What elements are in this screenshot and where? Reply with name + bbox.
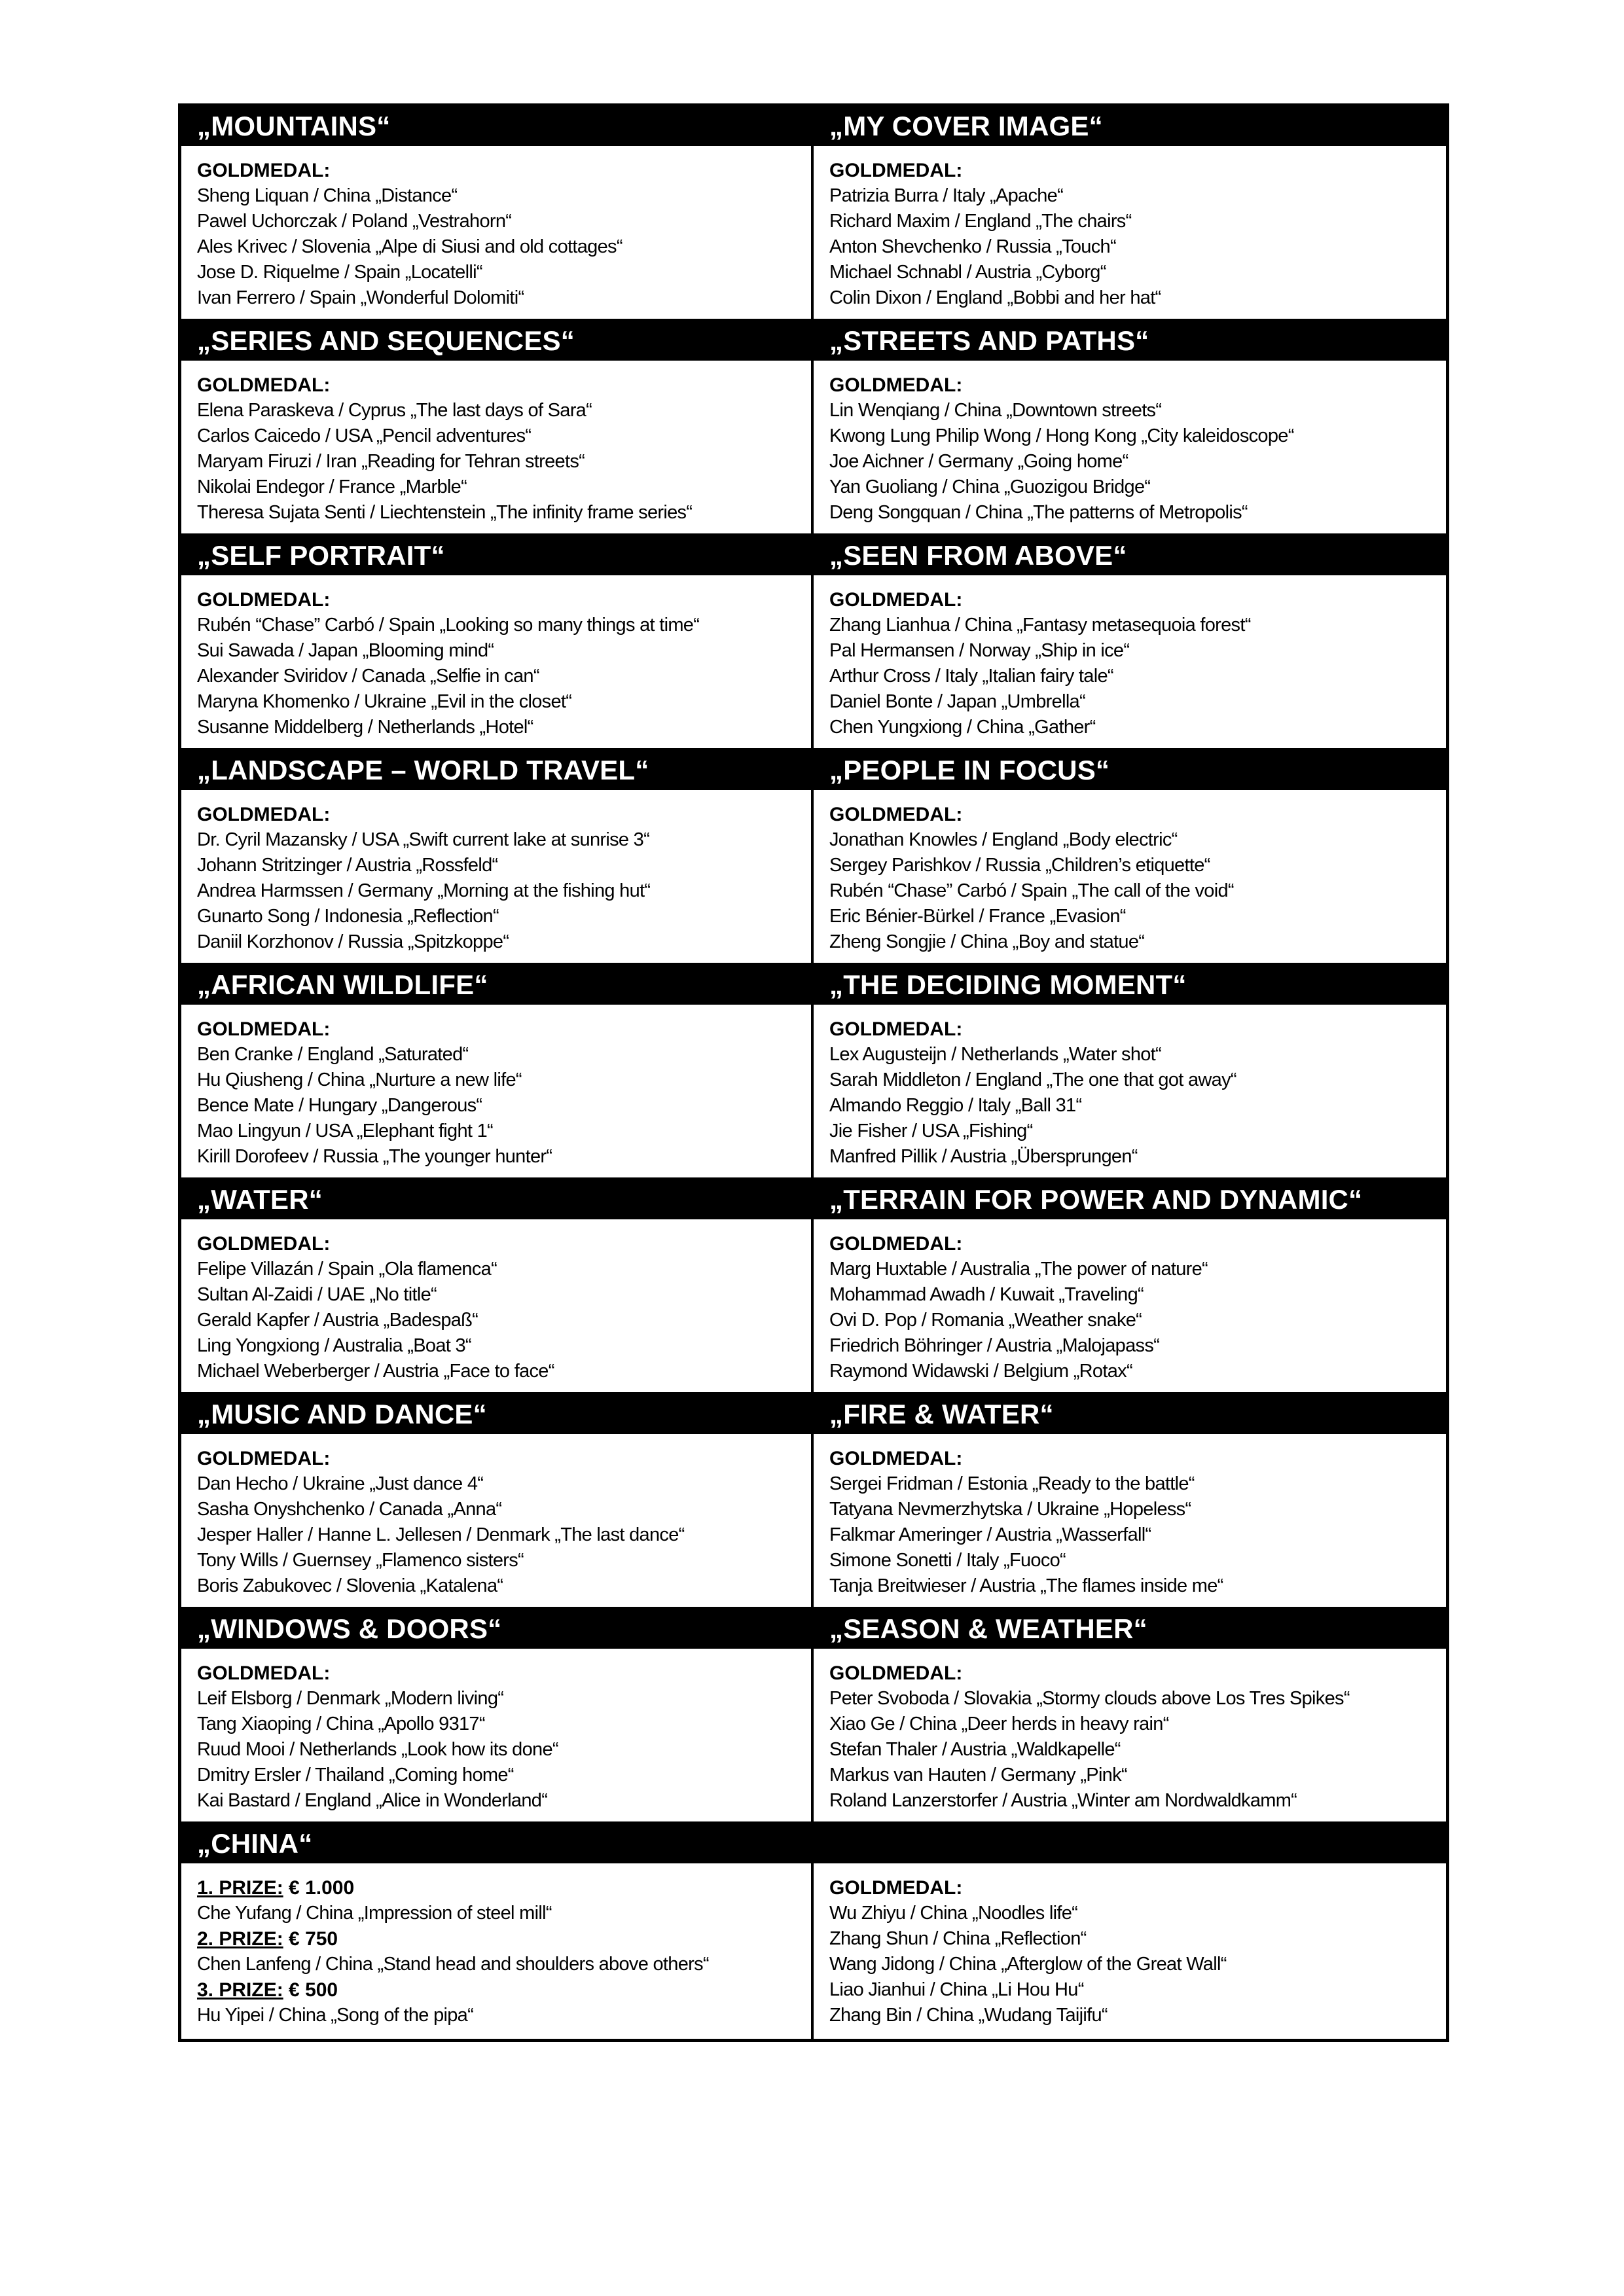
award-entry: Xiao Ge / China „Deer herds in heavy rain“ bbox=[829, 1713, 1169, 1734]
award-entry: Mohammad Awadh / Kuwait „Traveling“ bbox=[829, 1284, 1144, 1305]
award-entry: Falkmar Ameringer / Austria „Wasserfall“ bbox=[829, 1524, 1151, 1545]
award-entry: Manfred Pillik / Austria „Übersprungen“ bbox=[829, 1146, 1138, 1167]
award-entry: Felipe Villazán / Spain „Ola flamenca“ bbox=[197, 1259, 497, 1280]
award-entry: Roland Lanzerstorfer / Austria „Winter am Nordwaldkamm“ bbox=[829, 1790, 1297, 1811]
award-entry: Friedrich Böhringer / Austria „Malojapass“ bbox=[829, 1335, 1160, 1356]
prize-heading bbox=[197, 1926, 811, 1952]
award-entry: Rubén “Chase” Carbó / Spain „The call of the void“ bbox=[829, 880, 1234, 901]
goldmedal-label: GOLDMEDAL: bbox=[829, 589, 963, 611]
award-entry: Alexander Sviridov / Canada „Selfie in can“ bbox=[197, 666, 539, 687]
award-entry: Richard Maxim / England „The chairs“ bbox=[829, 211, 1132, 232]
category-title: „SERIES AND SEQUENCES“ bbox=[181, 321, 811, 361]
category-cell-self-portrait bbox=[181, 536, 814, 751]
award-entry: Rubén “Chase” Carbó / Spain „Looking so many things at time“ bbox=[197, 615, 700, 636]
award-entry: Jesper Haller / Hanne L. Jellesen / Denmark „The last dance“ bbox=[197, 1524, 685, 1545]
goldmedal-label: GOLDMEDAL: bbox=[197, 589, 331, 611]
prize-label: 1. PRIZE: bbox=[197, 1877, 283, 1899]
category-title bbox=[814, 1824, 1446, 1863]
category-cell-windows-and-doors bbox=[181, 1609, 814, 1824]
prize-winner: Chen Lanfeng / China „Stand head and shoulders above others“ bbox=[197, 1954, 709, 1975]
award-entry: Raymond Widawski / Belgium „Rotax“ bbox=[829, 1361, 1132, 1382]
award-entry: Daniel Bonte / Japan „Umbrella“ bbox=[829, 691, 1085, 712]
category-cell-fire-and-water bbox=[814, 1395, 1446, 1609]
category-cell-my-cover-image bbox=[814, 107, 1446, 321]
award-entry: Markus van Hauten / Germany „Pink“ bbox=[829, 1765, 1127, 1785]
award-entry: Zhang Bin / China „Wudang Taijifu“ bbox=[829, 2005, 1108, 2026]
award-entry: Andrea Harmssen / Germany „Morning at the fishing hut“ bbox=[197, 880, 651, 901]
category-cell-streets-and-paths bbox=[814, 321, 1446, 536]
award-entry: Boris Zabukovec / Slovenia „Katalena“ bbox=[197, 1575, 503, 1596]
goldmedal-label: GOLDMEDAL: bbox=[829, 1233, 963, 1255]
goldmedal-label: GOLDMEDAL: bbox=[829, 1662, 963, 1684]
category-title: „MUSIC AND DANCE“ bbox=[181, 1395, 811, 1434]
category-cell-landscape-world-travel bbox=[181, 751, 814, 965]
award-entry: Hu Qiusheng / China „Nurture a new life“ bbox=[197, 1069, 522, 1090]
category-cell-season-and-weather bbox=[814, 1609, 1446, 1824]
category-title: „WINDOWS & DOORS“ bbox=[181, 1609, 811, 1649]
award-entry: Ling Yongxiong / Australia „Boat 3“ bbox=[197, 1335, 471, 1356]
award-entry: Yan Guoliang / China „Guozigou Bridge“ bbox=[829, 476, 1151, 497]
category-cell-the-deciding-moment bbox=[814, 965, 1446, 1180]
award-entry: Almando Reggio / Italy „Ball 31“ bbox=[829, 1095, 1082, 1116]
category-cell-seen-from-above bbox=[814, 536, 1446, 751]
prize-winner: Hu Yipei / China „Song of the pipa“ bbox=[197, 2005, 474, 2026]
award-entry: Sultan Al-Zaidi / UAE „No title“ bbox=[197, 1284, 437, 1305]
category-cell-water bbox=[181, 1180, 814, 1395]
award-entry: Patrizia Burra / Italy „Apache“ bbox=[829, 185, 1064, 206]
award-entry: Zhang Lianhua / China „Fantasy metasequoia forest“ bbox=[829, 615, 1251, 636]
award-entry: Daniil Korzhonov / Russia „Spitzkoppe“ bbox=[197, 931, 509, 952]
category-cell-series-and-sequences bbox=[181, 321, 814, 536]
goldmedal-label: GOLDMEDAL: bbox=[197, 374, 331, 396]
award-entry: Chen Yungxiong / China „Gather“ bbox=[829, 717, 1096, 738]
award-entry: Zhang Shun / China „Reflection“ bbox=[829, 1928, 1087, 1949]
prize-amount: € 500 bbox=[289, 1979, 338, 2001]
award-entry: Peter Svoboda / Slovakia „Stormy clouds above Los Tres Spikes“ bbox=[829, 1688, 1350, 1709]
award-entry: Pawel Uchorczak / Poland „Vestrahorn“ bbox=[197, 211, 512, 232]
award-entry: Marg Huxtable / Australia „The power of nature“ bbox=[829, 1259, 1208, 1280]
award-entry: Michael Weberberger / Austria „Face to face“ bbox=[197, 1361, 554, 1382]
prize-winner: Che Yufang / China „Impression of steel mill“ bbox=[197, 1903, 552, 1924]
award-entry: Stefan Thaler / Austria „Waldkapelle“ bbox=[829, 1739, 1121, 1760]
category-title: „FIRE & WATER“ bbox=[814, 1395, 1446, 1434]
award-entry: Sarah Middleton / England „The one that got away“ bbox=[829, 1069, 1236, 1090]
category-cell-african-wildlife bbox=[181, 965, 814, 1180]
award-entry: Tang Xiaoping / China „Apollo 9317“ bbox=[197, 1713, 485, 1734]
award-entry: Eric Bénier-Bürkel / France „Evasion“ bbox=[829, 906, 1126, 927]
award-entry: Joe Aichner / Germany „Going home“ bbox=[829, 451, 1128, 472]
goldmedal-label: GOLDMEDAL: bbox=[197, 1233, 331, 1255]
category-title: „THE DECIDING MOMENT“ bbox=[814, 965, 1446, 1005]
award-entry: Sergei Fridman / Estonia „Ready to the battle“ bbox=[829, 1473, 1195, 1494]
award-entry: Ben Cranke / England „Saturated“ bbox=[197, 1044, 469, 1065]
prize-label: 2. PRIZE: bbox=[197, 1928, 283, 1950]
award-entry: Lex Augusteijn / Netherlands „Water shot“ bbox=[829, 1044, 1161, 1065]
award-entry: Elena Paraskeva / Cyprus „The last days of Sara“ bbox=[197, 400, 592, 421]
prize-amount: € 1.000 bbox=[289, 1877, 355, 1899]
goldmedal-label: GOLDMEDAL: bbox=[829, 1018, 963, 1040]
award-entry: Ovi D. Pop / Romania „Weather snake“ bbox=[829, 1310, 1142, 1331]
award-entry: Kwong Lung Philip Wong / Hong Kong „City kaleidoscope“ bbox=[829, 425, 1294, 446]
prize-heading bbox=[197, 1977, 811, 2003]
award-entry: Pal Hermansen / Norway „Ship in ice“ bbox=[829, 640, 1130, 661]
category-title: „SEASON & WEATHER“ bbox=[814, 1609, 1446, 1649]
award-entry: Ivan Ferrero / Spain „Wonderful Dolomiti“ bbox=[197, 287, 524, 308]
award-entry: Leif Elsborg / Denmark „Modern living“ bbox=[197, 1688, 504, 1709]
award-entry: Zheng Songjie / China „Boy and statue“ bbox=[829, 931, 1145, 952]
goldmedal-label: GOLDMEDAL: bbox=[829, 1448, 963, 1469]
goldmedal-label: GOLDMEDAL: bbox=[197, 1662, 331, 1684]
category-title: „SEEN FROM ABOVE“ bbox=[814, 536, 1446, 575]
category-cell-china-prizes bbox=[181, 1824, 814, 2039]
award-entry: Arthur Cross / Italy „Italian fairy tale“ bbox=[829, 666, 1113, 687]
award-entry: Mao Lingyun / USA „Elephant fight 1“ bbox=[197, 1121, 493, 1141]
award-entry: Gerald Kapfer / Austria „Badespaß“ bbox=[197, 1310, 478, 1331]
prize-amount: € 750 bbox=[289, 1928, 338, 1950]
prize-heading bbox=[197, 1875, 811, 1901]
category-title: „LANDSCAPE – WORLD TRAVEL“ bbox=[181, 751, 811, 790]
category-title: „WATER“ bbox=[181, 1180, 811, 1219]
goldmedal-label: GOLDMEDAL: bbox=[197, 804, 331, 825]
awards-table bbox=[178, 103, 1449, 2042]
goldmedal-label: GOLDMEDAL: bbox=[197, 160, 331, 181]
award-entry: Carlos Caicedo / USA „Pencil adventures“ bbox=[197, 425, 532, 446]
award-entry: Michael Schnabl / Austria „Cyborg“ bbox=[829, 262, 1106, 283]
award-entry: Jonathan Knowles / England „Body electric“ bbox=[829, 829, 1178, 850]
award-entry: Tanja Breitwieser / Austria „The flames inside me“ bbox=[829, 1575, 1223, 1596]
goldmedal-label: GOLDMEDAL: bbox=[829, 1877, 963, 1899]
category-cell-people-in-focus bbox=[814, 751, 1446, 965]
award-entry: Sergey Parishkov / Russia „Children’s etiquette“ bbox=[829, 855, 1210, 876]
award-entry: Kai Bastard / England „Alice in Wonderland“ bbox=[197, 1790, 548, 1811]
award-entry: Dr. Cyril Mazansky / USA „Swift current lake at sunrise 3“ bbox=[197, 829, 650, 850]
award-entry: Bence Mate / Hungary „Dangerous“ bbox=[197, 1095, 482, 1116]
category-title: „MY COVER IMAGE“ bbox=[814, 107, 1446, 146]
award-entry: Dmitry Ersler / Thailand „Coming home“ bbox=[197, 1765, 514, 1785]
award-entry: Maryna Khomenko / Ukraine „Evil in the closet“ bbox=[197, 691, 572, 712]
award-entry: Jose D. Riquelme / Spain „Locatelli“ bbox=[197, 262, 482, 283]
award-entry: Liao Jianhui / China „Li Hou Hu“ bbox=[829, 1979, 1084, 2000]
award-entry: Lin Wenqiang / China „Downtown streets“ bbox=[829, 400, 1162, 421]
award-entry: Sasha Onyshchenko / Canada „Anna“ bbox=[197, 1499, 502, 1520]
award-entry: Dan Hecho / Ukraine „Just dance 4“ bbox=[197, 1473, 484, 1494]
goldmedal-label: GOLDMEDAL: bbox=[829, 804, 963, 825]
category-cell-china-goldmedal bbox=[814, 1824, 1446, 2039]
award-entry: Johann Stritzinger / Austria „Rossfeld“ bbox=[197, 855, 498, 876]
award-entry: Susanne Middelberg / Netherlands „Hotel“ bbox=[197, 717, 533, 738]
category-title: „TERRAIN FOR POWER AND DYNAMIC“ bbox=[814, 1180, 1446, 1219]
award-entry: Kirill Dorofeev / Russia „The younger hunter“ bbox=[197, 1146, 552, 1167]
award-entry: Maryam Firuzi / Iran „Reading for Tehran streets“ bbox=[197, 451, 585, 472]
goldmedal-label: GOLDMEDAL: bbox=[829, 374, 963, 396]
award-entry: Ales Krivec / Slovenia „Alpe di Siusi and old cottages“ bbox=[197, 236, 623, 257]
category-title: „SELF PORTRAIT“ bbox=[181, 536, 811, 575]
award-entry: Wu Zhiyu / China „Noodles life“ bbox=[829, 1903, 1078, 1924]
award-entry: Sheng Liquan / China „Distance“ bbox=[197, 185, 458, 206]
category-title: „AFRICAN WILDLIFE“ bbox=[181, 965, 811, 1005]
award-entry: Deng Songquan / China „The patterns of Metropolis“ bbox=[829, 502, 1248, 523]
goldmedal-label: GOLDMEDAL: bbox=[829, 160, 963, 181]
category-title: „CHINA“ bbox=[181, 1824, 811, 1863]
category-cell-terrain-for-power-and-dynamic bbox=[814, 1180, 1446, 1395]
award-entry: Gunarto Song / Indonesia „Reflection“ bbox=[197, 906, 499, 927]
award-entry: Nikolai Endegor / France „Marble“ bbox=[197, 476, 467, 497]
goldmedal-label: GOLDMEDAL: bbox=[197, 1018, 331, 1040]
award-entry: Jie Fisher / USA „Fishing“ bbox=[829, 1121, 1033, 1141]
prize-label: 3. PRIZE: bbox=[197, 1979, 283, 2001]
goldmedal-label: GOLDMEDAL: bbox=[197, 1448, 331, 1469]
award-entry: Simone Sonetti / Italy „Fuoco“ bbox=[829, 1550, 1066, 1571]
category-cell-music-and-dance bbox=[181, 1395, 814, 1609]
category-title: „STREETS AND PATHS“ bbox=[814, 321, 1446, 361]
award-entry: Ruud Mooi / Netherlands „Look how its done“ bbox=[197, 1739, 558, 1760]
award-entry: Theresa Sujata Senti / Liechtenstein „The infinity frame series“ bbox=[197, 502, 693, 523]
category-cell-mountains bbox=[181, 107, 814, 321]
award-entry: Colin Dixon / England „Bobbi and her hat“ bbox=[829, 287, 1161, 308]
award-entry: Sui Sawada / Japan „Blooming mind“ bbox=[197, 640, 494, 661]
category-title: „PEOPLE IN FOCUS“ bbox=[814, 751, 1446, 790]
award-entry: Tatyana Nevmerzhytska / Ukraine „Hopeless“ bbox=[829, 1499, 1191, 1520]
award-entry: Tony Wills / Guernsey „Flamenco sisters“ bbox=[197, 1550, 524, 1571]
category-title: „MOUNTAINS“ bbox=[181, 107, 811, 146]
award-entry: Anton Shevchenko / Russia „Touch“ bbox=[829, 236, 1116, 257]
award-entry: Wang Jidong / China „Afterglow of the Great Wall“ bbox=[829, 1954, 1227, 1975]
